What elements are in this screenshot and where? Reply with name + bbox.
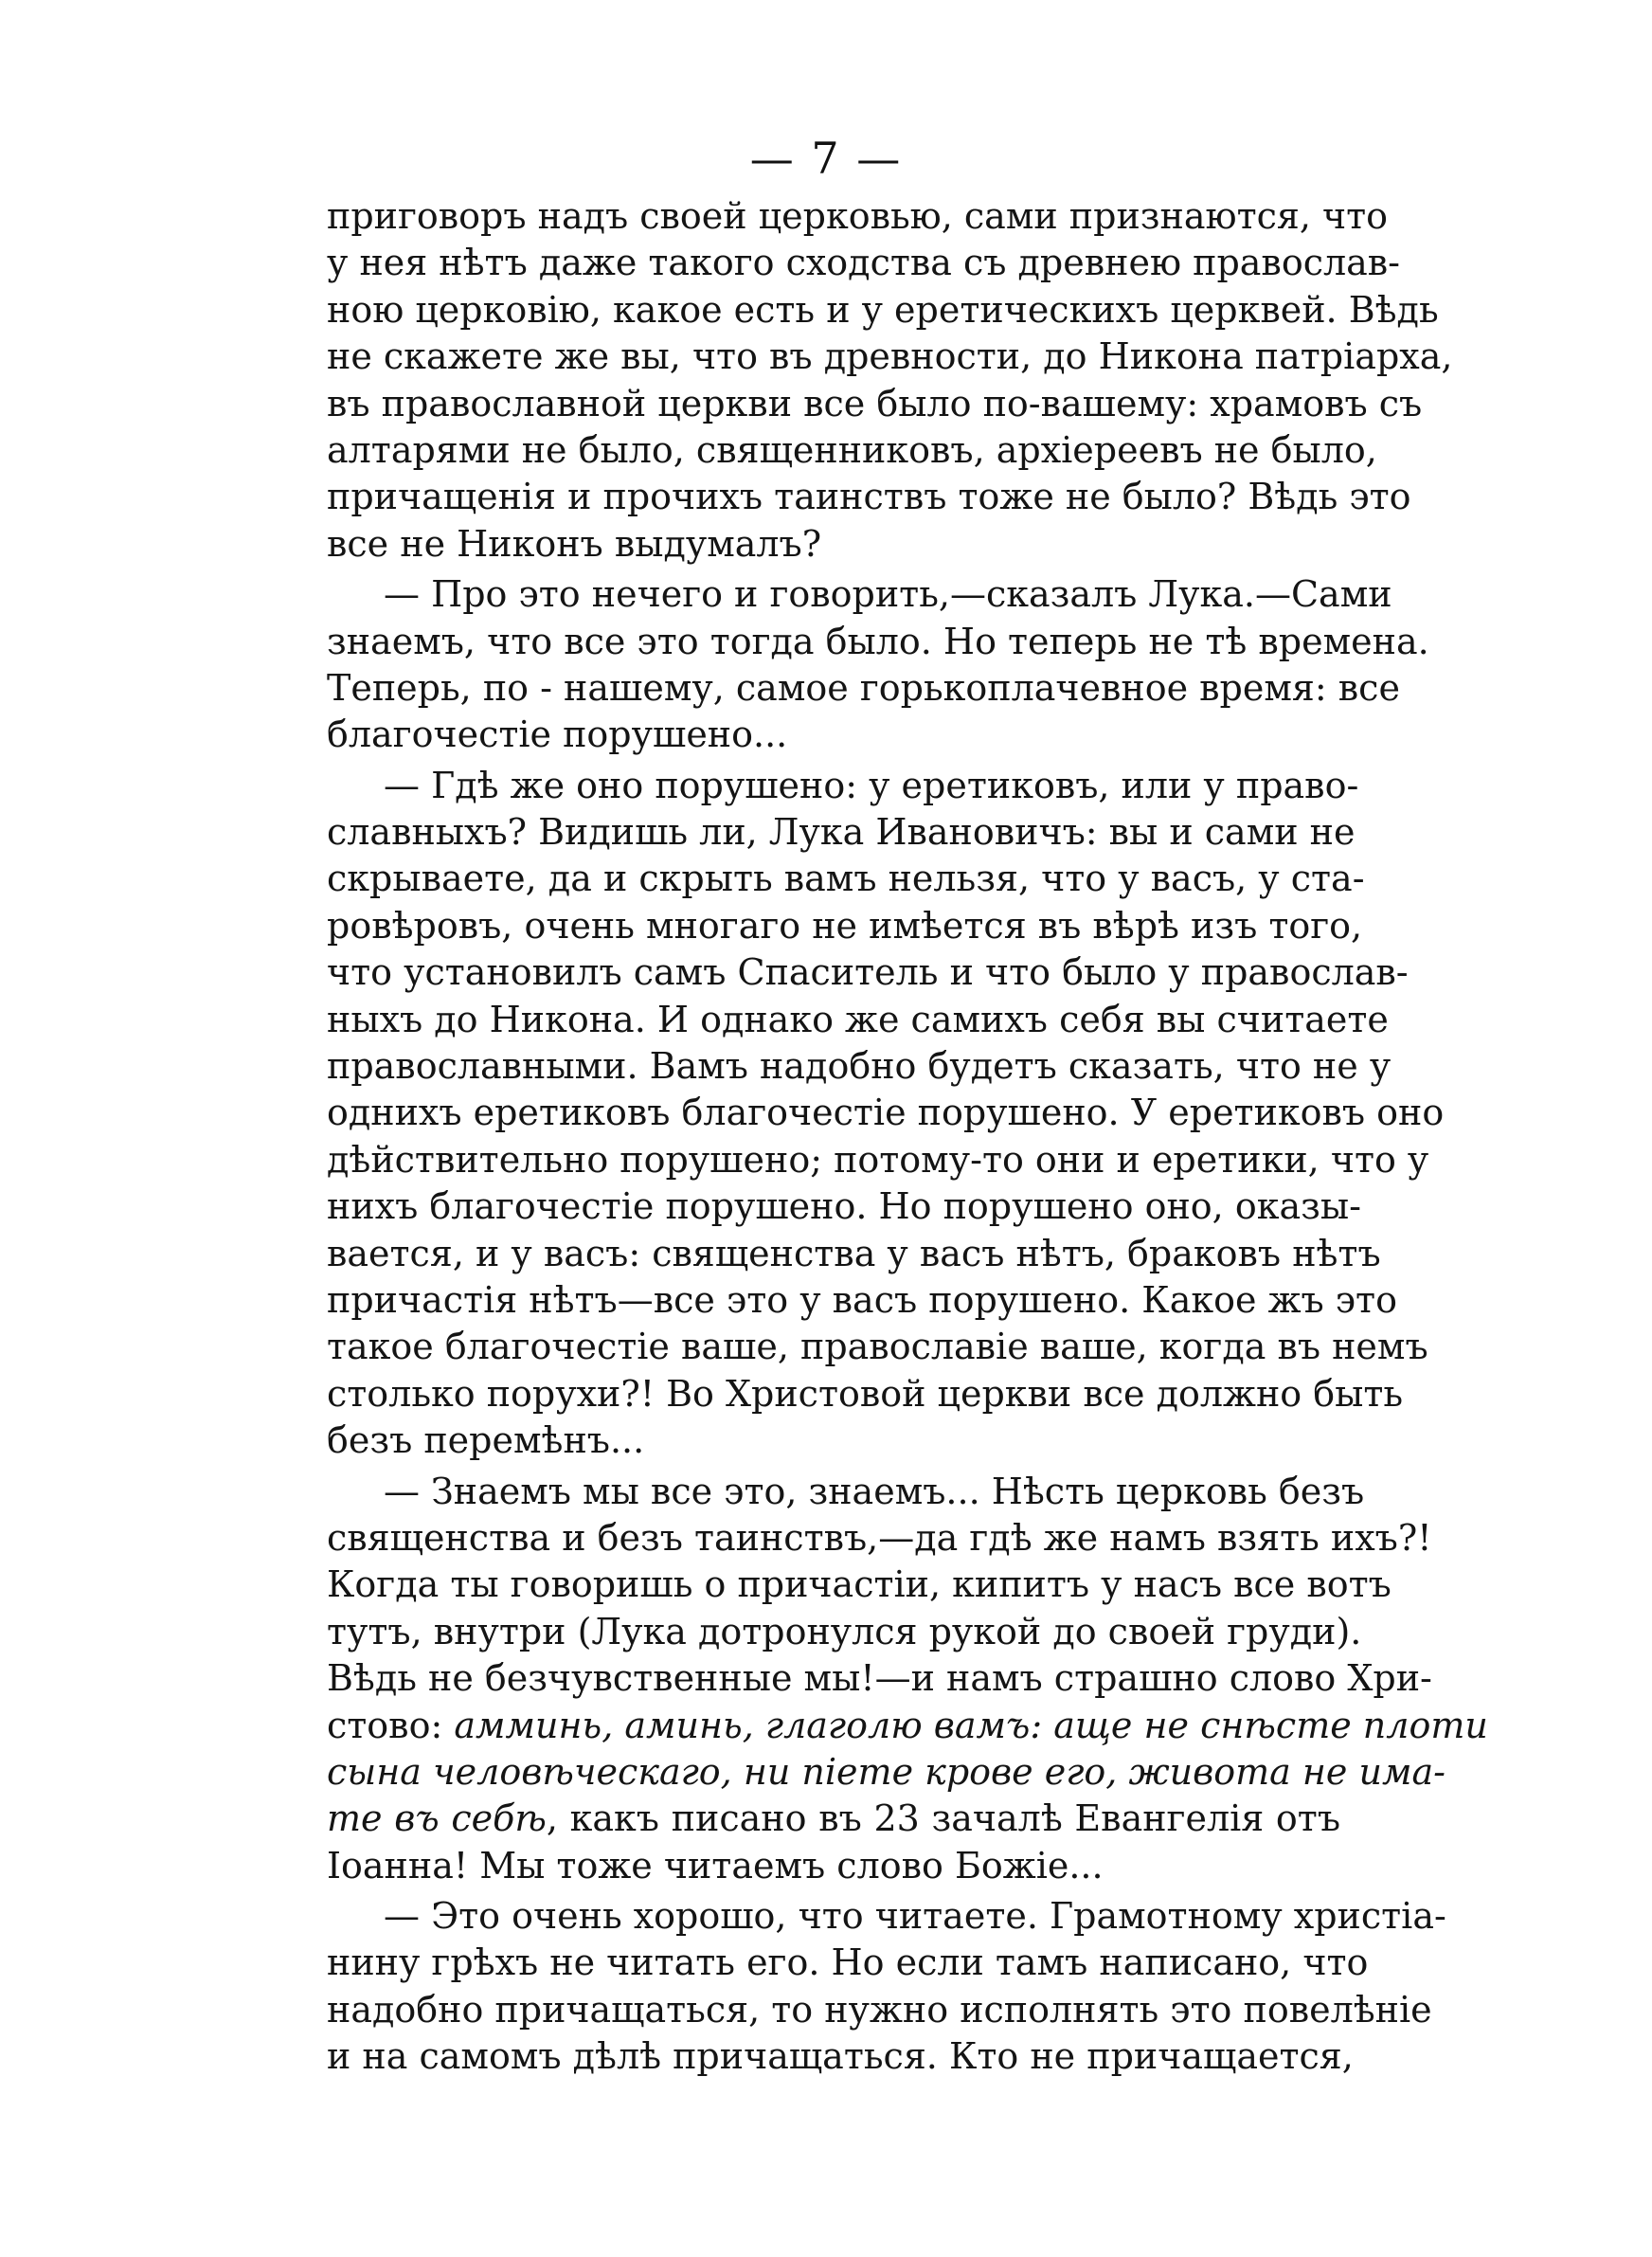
text-fragment: , какъ писано въ 23 зачалѣ Евангелія отъ (546, 1797, 1340, 1840)
text-line: ною церковію, какое есть и у еретическихъ церквей. Вѣдь (327, 288, 1439, 331)
text-line: вается, и у васъ: священства у васъ нѣтъ, браковъ нѣтъ (327, 1232, 1381, 1274)
text-line: причащенія и прочихъ таинствъ тоже не было? Вѣдь это (327, 476, 1411, 518)
text-line: — Про это нечего и говорить,—сказалъ Лука.—Сами (384, 573, 1392, 616)
text-line: безъ перемѣнъ... (327, 1419, 645, 1462)
text-line: — Знаемъ мы все это, знаемъ... Нѣсть церковь безъ (384, 1470, 1365, 1512)
text-line: нихъ благочестіе порушено. Но порушено оно, оказы- (327, 1185, 1361, 1228)
text-line: славныхъ? Видишь ли, Лука Ивановичъ: вы и сами не (327, 811, 1356, 854)
text-line: Когда ты говоришь о причастіи, кипитъ у насъ все вотъ (327, 1563, 1392, 1606)
text-fragment: стово: (327, 1704, 455, 1746)
text-line: алтарями не было, священниковъ, архіереевъ не было, (327, 428, 1377, 471)
italic-quote-line: сына человѣческаго, ни піете крове его, живота не има- (327, 1750, 1446, 1793)
text-line: благочестіе порушено... (327, 713, 788, 756)
text-line: приговоръ надъ своей церковью, сами признаются, что (327, 195, 1389, 237)
page-text (327, 193, 1488, 2081)
text-line-mixed (327, 1703, 1488, 1749)
text-line: что установилъ самъ Спаситель и что было у православ- (327, 951, 1409, 994)
text-line: и на самомъ дѣлѣ причащаться. Кто не причащается, (327, 2035, 1354, 2078)
text-line: знаемъ, что все это тогда было. Но теперь не тѣ времена. (327, 620, 1429, 662)
text-line: нину грѣхъ не читать его. Но если тамъ написано, что (327, 1941, 1369, 1984)
text-line: у нея нѣтъ даже такого сходства съ древнею православ- (327, 242, 1401, 284)
italic-quote: те въ себѣ (327, 1797, 547, 1840)
text-line: — Это очень хорошо, что читаете. Грамотному христіа- (384, 1895, 1446, 1938)
text-line: такое благочестіе ваше, православіе ваше, когда въ немъ (327, 1326, 1428, 1368)
text-line: православными. Вамъ надобно будетъ сказать, что не у (327, 1045, 1392, 1088)
text-line: священства и безъ таинствъ,—да гдѣ же намъ взять ихъ?! (327, 1516, 1432, 1559)
text-line: Теперь, по - нашему, самое горькоплачевное время: все (327, 666, 1400, 709)
text-line: скрываете, да и скрыть вамъ нельзя, что у васъ, у ста- (327, 858, 1365, 900)
text-line-mixed (327, 1796, 1340, 1842)
text-line: однихъ еретиковъ благочестіе порушено. У еретиковъ оно (327, 1092, 1445, 1134)
italic-quote: амминь, аминь, глаголю вамъ: аще не снѣсте плоти (454, 1704, 1488, 1746)
text-line: — Гдѣ же оно порушено: у еретиковъ, или у право- (384, 764, 1359, 806)
text-line: въ православной церкви все было по-вашему: храмовъ съ (327, 382, 1423, 424)
text-line: не скажете же вы, что въ древности, до Никона патріарха, (327, 335, 1453, 378)
text-line: причастія нѣтъ—все это у васъ порушено. Какое жъ это (327, 1278, 1397, 1321)
page-number: — 7 — (749, 133, 903, 184)
text-line: тутъ, внутри (Лука дотронулся рукой до своей груди). (327, 1610, 1362, 1652)
text-line: Іоанна! Мы тоже читаемъ слово Божіе... (327, 1844, 1104, 1887)
text-line: все не Никонъ выдумалъ? (327, 522, 822, 565)
text-line: дѣйствительно порушено; потому-то они и еретики, что у (327, 1138, 1429, 1181)
text-line: надобно причащаться, то нужно исполнять это повелѣніе (327, 1988, 1432, 2031)
text-line: столько порухи?! Во Христовой церкви все должно быть (327, 1372, 1404, 1415)
text-line: ровѣровъ, очень многаго не имѣется въ вѣрѣ изъ того, (327, 904, 1363, 947)
text-line: Вѣдь не безчувственные мы!—и намъ страшно слово Хри- (327, 1657, 1432, 1700)
text-line: ныхъ до Никона. И однако же самихъ себя вы считаете (327, 998, 1389, 1040)
